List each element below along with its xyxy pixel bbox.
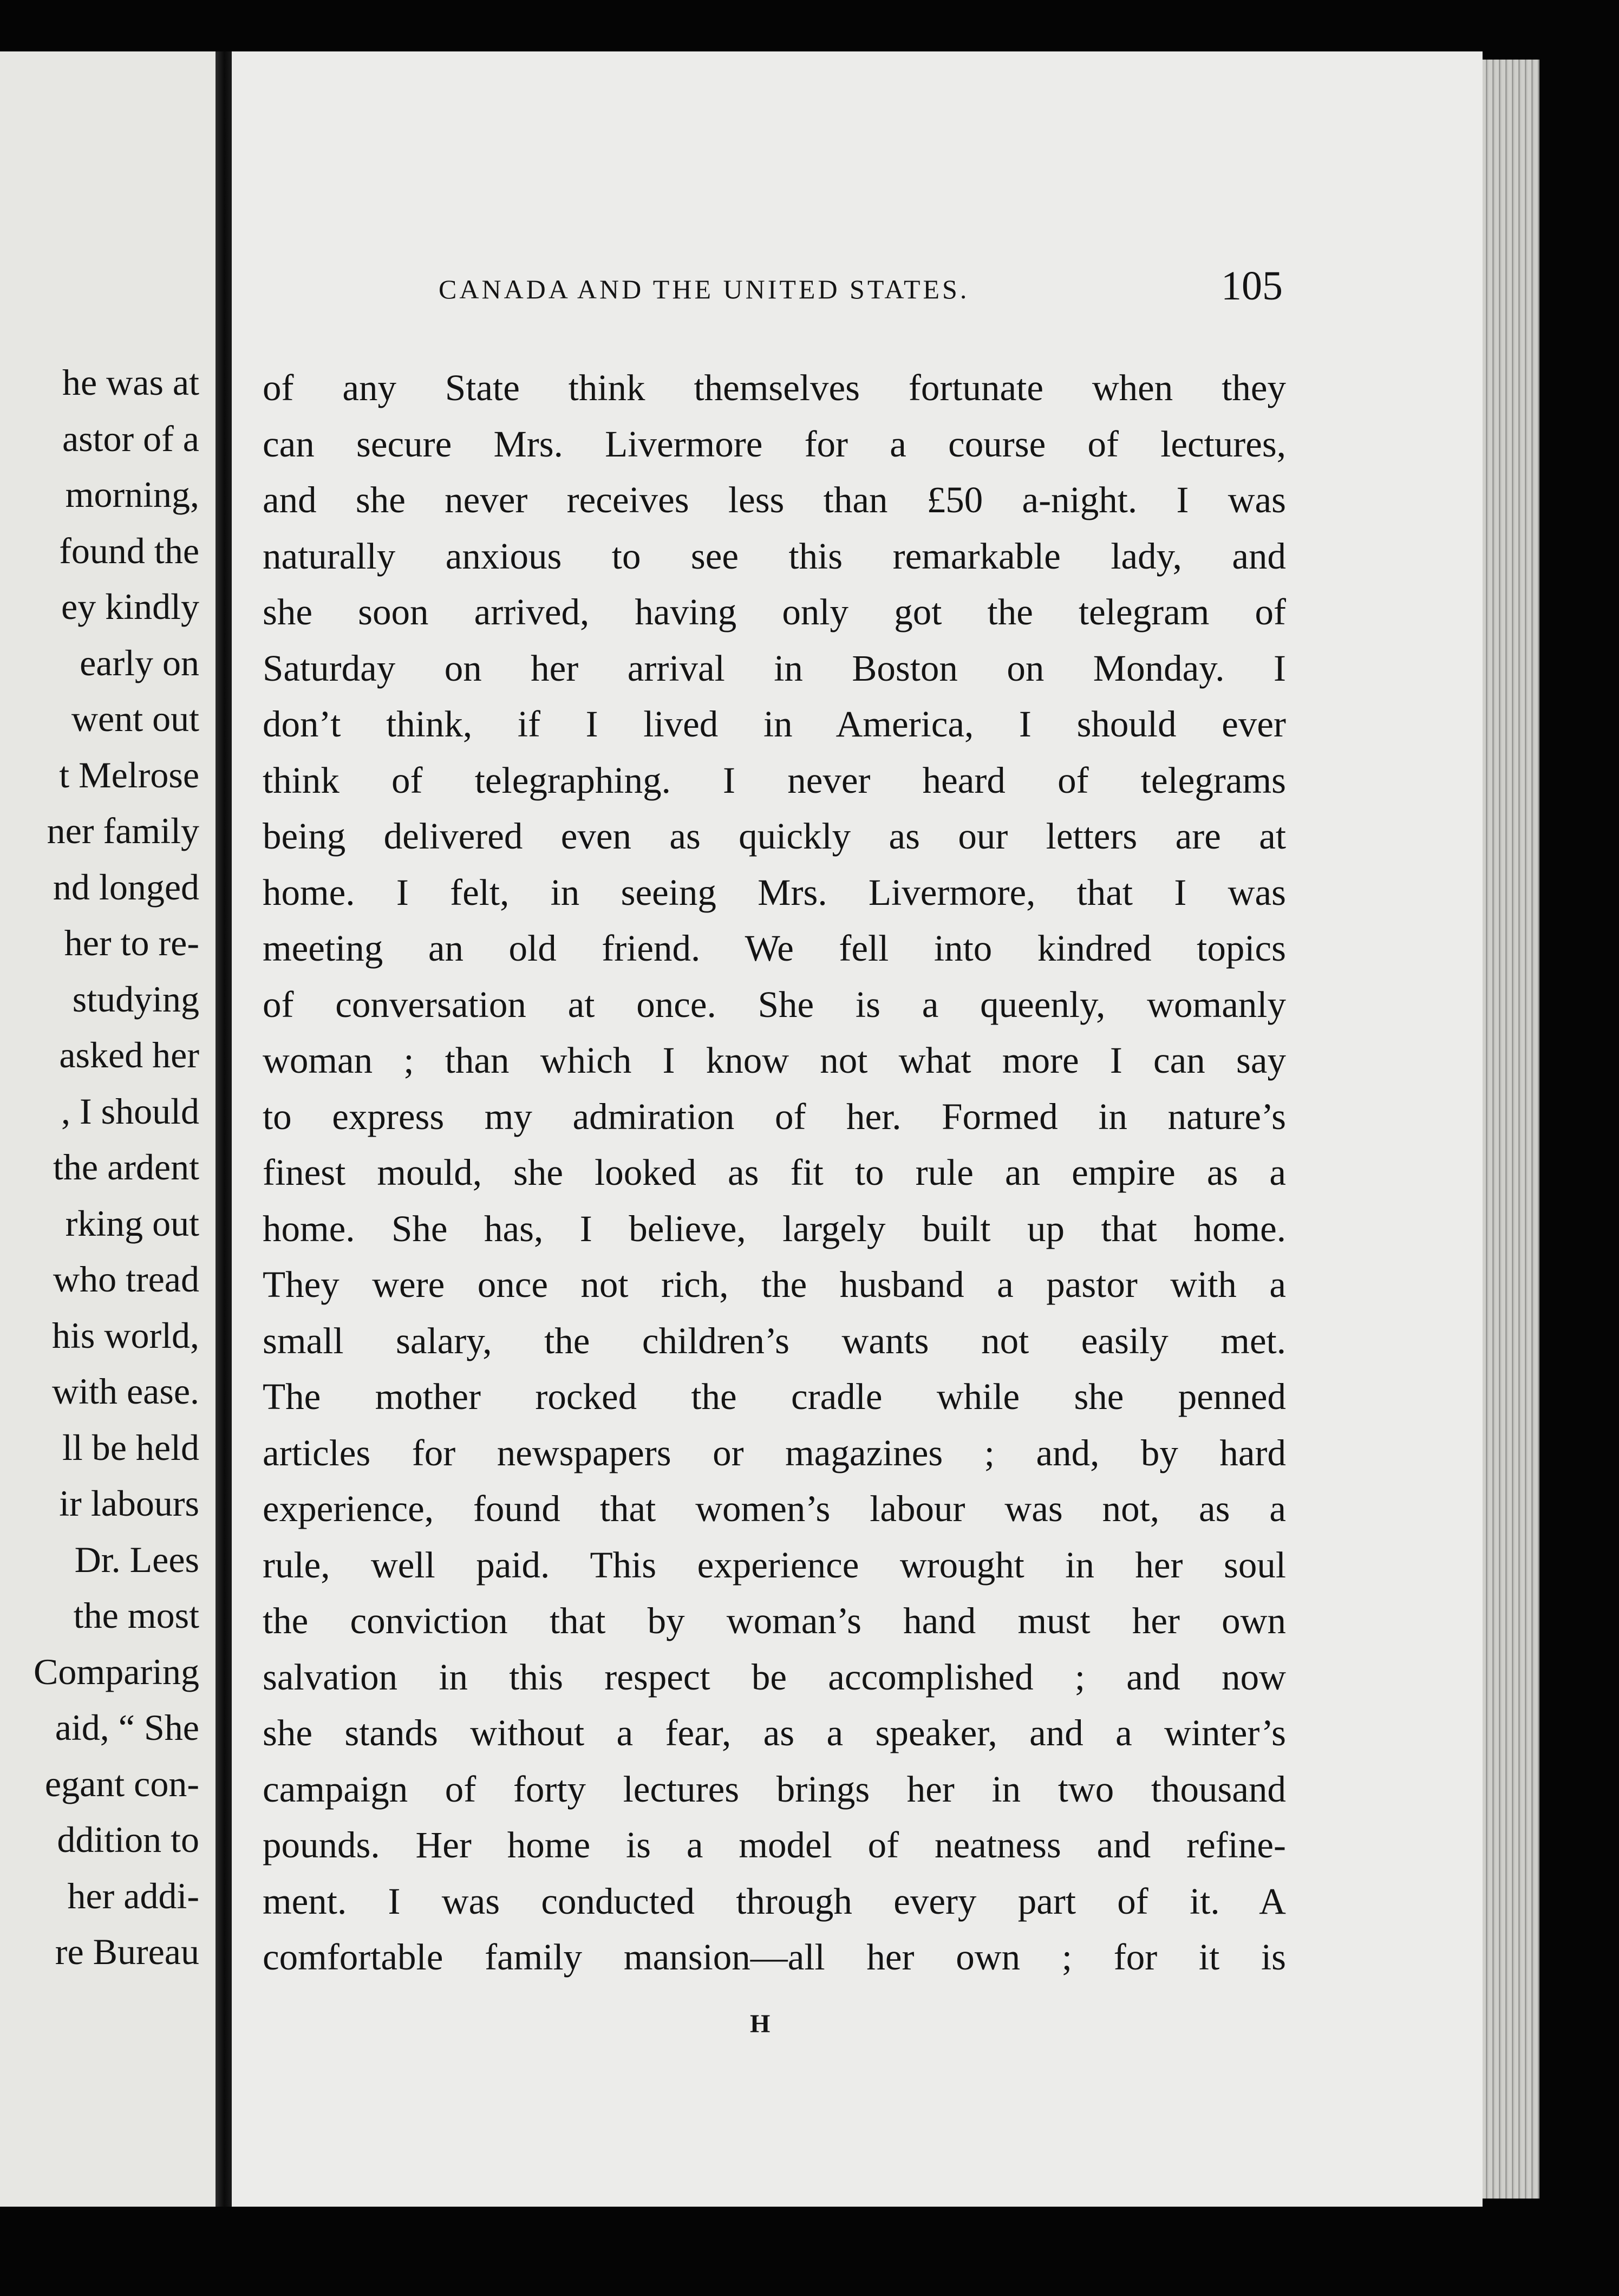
left-page-text	[0, 355, 199, 1980]
book-gutter	[216, 51, 232, 2207]
signature-mark: H	[750, 2010, 771, 2038]
text-line: and she never receives less than £50 a-night. I was	[263, 479, 1286, 520]
left-text-line: with ease.	[52, 1371, 199, 1412]
left-text-line: ir labours	[59, 1483, 199, 1524]
left-text-line: studying	[72, 978, 199, 1020]
text-line: finest mould, she looked as fit to rule an empire as a	[263, 1152, 1286, 1193]
text-line: ment. I was conducted through every part of it. A	[263, 1880, 1286, 1922]
left-text-line: rking out	[65, 1202, 199, 1244]
page-number: 105	[1221, 263, 1283, 309]
text-line: of conversation at once. She is a queenly, womanly	[263, 983, 1286, 1025]
text-line: pounds. Her home is a model of neatness and refine-	[263, 1824, 1286, 1866]
left-text-line: ner family	[47, 810, 199, 851]
text-line: comfortable family mansion—all her own ; for it is	[263, 1936, 1286, 1978]
left-text-line: her addi-	[67, 1875, 199, 1916]
text-line: naturally anxious to see this remarkable lady, and	[263, 535, 1286, 577]
left-text-line: found the	[59, 530, 199, 571]
text-line: home. I felt, in seeing Mrs. Livermore, that I was	[263, 871, 1286, 913]
text-line: the conviction that by woman’s hand must her own	[263, 1600, 1286, 1641]
left-text-line: re Bureau	[55, 1931, 199, 1972]
left-text-line: nd longed	[53, 866, 199, 908]
left-text-line: Dr. Lees	[74, 1538, 199, 1580]
left-text-line: early on	[80, 642, 199, 683]
left-text-line: morning,	[65, 474, 199, 515]
left-text-line: egant con-	[44, 1763, 199, 1804]
text-line: to express my admiration of her. Formed in nature’s	[263, 1095, 1286, 1137]
text-line: she soon arrived, having only got the telegram of	[263, 591, 1286, 632]
left-text-line: ddition to	[57, 1819, 199, 1860]
text-line: can secure Mrs. Livermore for a course of lectures,	[263, 423, 1286, 465]
left-text-line: went out	[71, 698, 199, 739]
text-line: salvation in this respect be accomplished ; and now	[263, 1656, 1286, 1698]
text-line: Saturday on her arrival in Boston on Monday. I	[263, 647, 1286, 689]
left-text-line: ey kindly	[61, 586, 199, 627]
left-text-line: he was at	[62, 362, 199, 403]
left-text-line: , I should	[61, 1090, 199, 1132]
text-line: campaign of forty lectures brings her in two thousand	[263, 1768, 1286, 1810]
left-page-fragment	[0, 51, 216, 2207]
text-line: The mother rocked the cradle while she penned	[263, 1376, 1286, 1417]
left-text-line: Comparing	[34, 1651, 199, 1692]
text-line: don’t think, if I lived in America, I should ever	[263, 703, 1286, 745]
text-line: being delivered even as quickly as our letters are at	[263, 816, 1286, 857]
left-text-line: astor of a	[62, 418, 199, 459]
left-text-line: asked her	[59, 1034, 199, 1075]
left-text-line: aid, “ She	[55, 1707, 199, 1748]
page-edges	[1483, 60, 1539, 2199]
text-line: woman ; than which I know not what more I can say	[263, 1040, 1286, 1081]
left-text-line: his world,	[52, 1314, 199, 1356]
text-line: rule, well paid. This experience wrought in her soul	[263, 1544, 1286, 1586]
left-text-line: t Melrose	[59, 754, 199, 795]
body-text	[263, 360, 1286, 1986]
text-line: of any State think themselves fortunate when they	[263, 367, 1286, 408]
text-line: They were once not rich, the husband a pastor with a	[263, 1264, 1286, 1305]
text-line: think of telegraphing. I never heard of telegrams	[263, 759, 1286, 801]
text-line: meeting an old friend. We fell into kindred topics	[263, 928, 1286, 969]
left-text-line: her to re-	[64, 922, 199, 963]
left-text-line: who tread	[53, 1258, 199, 1300]
text-line: articles for newspapers or magazines ; and, by hard	[263, 1432, 1286, 1473]
left-text-line: the most	[73, 1595, 199, 1636]
text-line: home. She has, I believe, largely built up that home.	[263, 1208, 1286, 1249]
text-line: small salary, the children’s wants not easily met.	[263, 1320, 1286, 1361]
text-line: experience, found that women’s labour was not, as a	[263, 1488, 1286, 1529]
text-line: she stands without a fear, as a speaker, and a winter’s	[263, 1712, 1286, 1753]
left-text-line: ll be held	[62, 1426, 199, 1468]
running-head: CANADA AND THE UNITED STATES.	[439, 274, 970, 304]
left-text-line: the ardent	[53, 1146, 199, 1188]
